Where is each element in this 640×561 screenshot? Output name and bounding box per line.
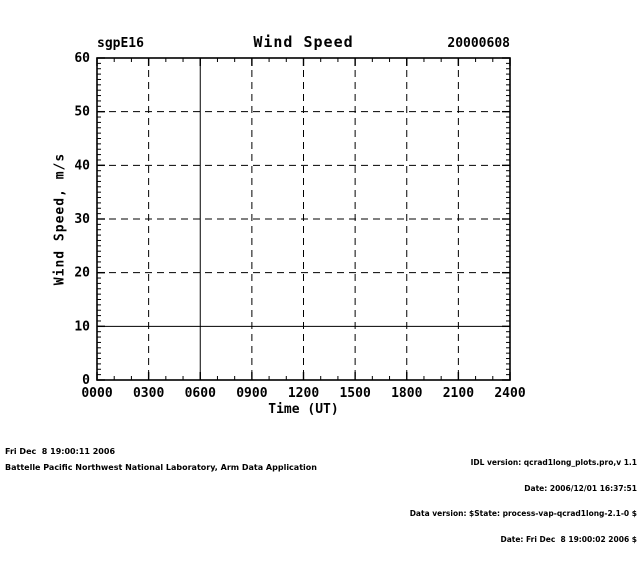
- tick-label: 2100: [442, 386, 475, 401]
- footer-run-timestamp: Fri Dec 8 19:00:11 2006: [5, 447, 116, 456]
- footer-organization-label: Battelle Pacific Northwest National Laboratory, Arm Data Application: [5, 463, 317, 472]
- tick-label: 2400: [494, 386, 526, 401]
- tick-label: 0900: [236, 386, 268, 401]
- plot-date-label: 20000608: [447, 36, 510, 51]
- station-id-label: sgpE16: [97, 36, 144, 51]
- tick-label: 1200: [287, 386, 320, 401]
- tick-label: 60: [74, 51, 90, 66]
- footer-data-version: Data version: $State: process-vap-qcrad1long-2.1-0 $: [409, 509, 637, 518]
- tick-label: 50: [74, 104, 90, 120]
- footer-idl-version: IDL version: qcrad1long_plots.pro,v 1.1: [470, 458, 637, 467]
- tick-label: 20: [74, 265, 90, 281]
- tick-label: 0000: [81, 386, 113, 401]
- tick-label: 40: [74, 158, 90, 174]
- tick-label: 0300: [132, 386, 165, 401]
- tick-label: 10: [74, 319, 90, 335]
- plot-title: Wind Speed: [253, 33, 354, 51]
- tick-label: 0600: [184, 386, 216, 401]
- x-axis-title: Time (UT): [268, 402, 339, 417]
- footer-idl-date: Date: 2006/12/01 16:37:51: [524, 483, 637, 493]
- tick-label: 1800: [391, 386, 423, 401]
- tick-label: 1500: [339, 386, 371, 401]
- footer-data-date: Date: Fri Dec 8 19:00:02 2006 $: [500, 534, 637, 544]
- y-axis-title: Wind Speed, m/s: [52, 152, 68, 286]
- tick-label: 30: [74, 212, 90, 227]
- tick-label: 0: [82, 373, 90, 388]
- footer-version-info: [410, 442, 637, 561]
